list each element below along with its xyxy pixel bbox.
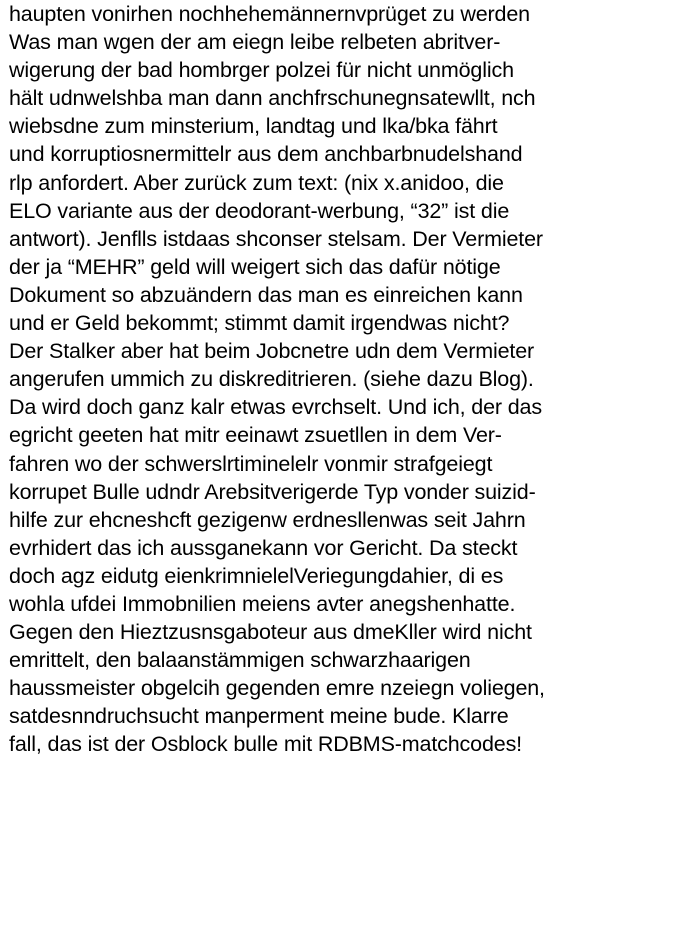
text-line: haupten vonirhen nochhehemännernvprüget zu werden: [9, 2, 530, 26]
text-line: angerufen ummich zu diskreditrieren. (siehe dazu Blog).: [9, 367, 534, 392]
text-line: korrupet Bulle udndr Arebsitverigerde Typ vonder suizid-: [9, 479, 536, 504]
text-line: evrhidert das ich aussganekann vor Gericht. Da steckt: [9, 535, 518, 560]
text-line: antwort). Jenflls istdaas shconser stelsam. Der Vermieter: [9, 226, 543, 251]
text-line: satdesnndruchsucht manperment meine bude. Klarre: [9, 704, 509, 729]
text-line: hilfe zur ehcneshcft gezigenw erdnesllenwas seit Jahrn: [9, 507, 526, 532]
text-line: rlp anfordert. Aber zurück zum text: (nix x.anidoo, die: [9, 170, 504, 195]
text-line: fall, das ist der Osblock bulle mit RDBMS-matchcodes!: [9, 732, 523, 757]
text-line: Da wird doch ganz kalr etwas evrchselt. Und ich, der das: [9, 395, 542, 420]
text-line: egricht geeten hat mitr eeinawt zsuetllen in dem Ver-: [9, 423, 502, 448]
text-line: Dokument so abzuändern das man es einreichen kann: [9, 282, 523, 307]
text-line: und er Geld bekommt; stimmt damit irgendwas nicht?: [9, 311, 510, 336]
text-line: doch agz eidutg eienkrimnielelVeriegungdahier, di es: [9, 563, 504, 588]
text-line: der ja “MEHR” geld will weigert sich das dafür nötige: [9, 254, 501, 279]
text-line: emrittelt, den balaanstämmigen schwarzhaarigen: [9, 648, 471, 673]
text-line: fahren wo der schwerslrtiminelelr vonmir strafgeiegt: [9, 451, 493, 476]
text-line: und korruptiosnermittelr aus dem anchbarbnudelshand: [9, 142, 523, 167]
text-line: wigerung der bad hombrger polzei für nicht unmöglich: [9, 58, 514, 83]
text-line: Gegen den Hieztzusnsgaboteur aus dmeKller wird nicht: [9, 620, 532, 645]
text-line: hält udnwelshba man dann anchfrschunegnsatewllt, nch: [9, 86, 536, 111]
document-body: [9, 0, 681, 759]
text-line: haussmeister obgelcih gegenden emre nzeiegn voliegen,: [9, 676, 545, 701]
text-line: wiebsdne zum minsterium, landtag und lka/bka fährt: [9, 114, 498, 139]
text-line: ELO variante aus der deodorant-werbung, “32” ist die: [9, 198, 510, 223]
text-line: Der Stalker aber hat beim Jobcnetre udn dem Vermieter: [9, 339, 535, 364]
text-line: Was man wgen der am eiegn leibe relbeten abritver-: [9, 30, 501, 55]
text-line: wohla ufdei Immobnilien meiens avter anegshenhatte.: [9, 591, 516, 616]
